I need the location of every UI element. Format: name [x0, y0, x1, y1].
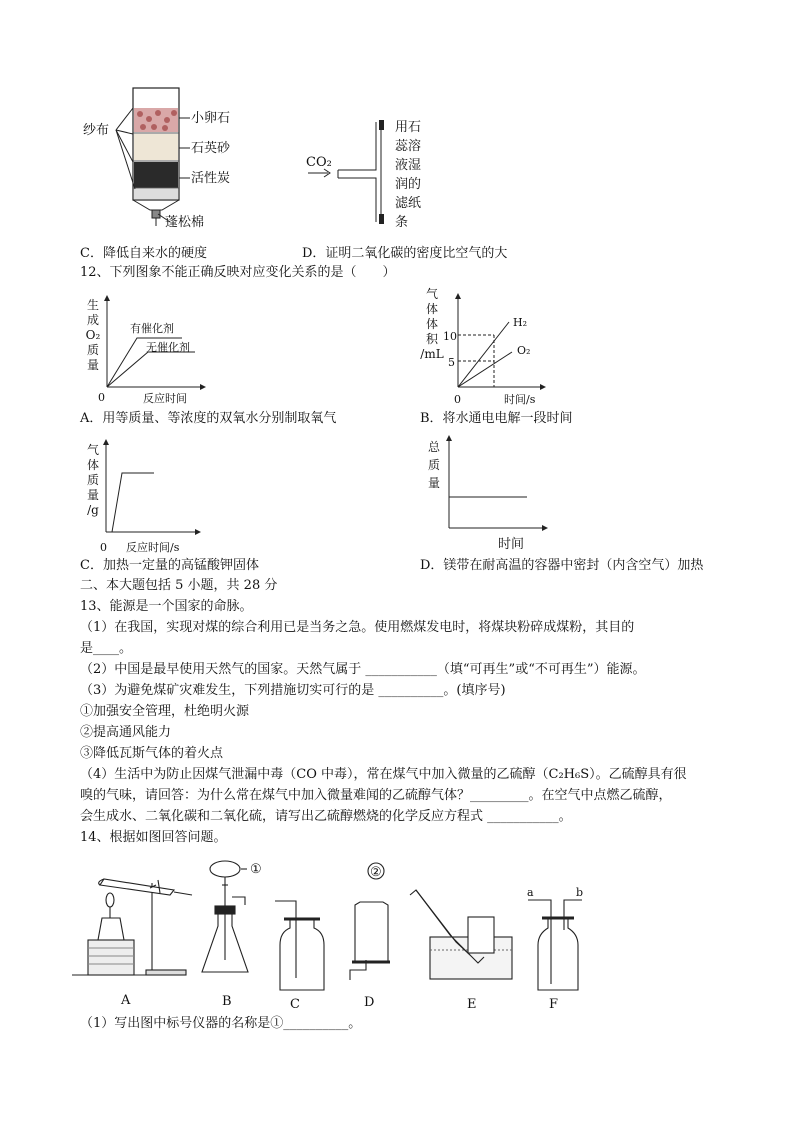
label-quartz: 石英砂 — [191, 141, 231, 156]
label-a: A — [121, 993, 131, 1008]
strip-label-1: 用石 — [395, 120, 422, 135]
label-c: C — [290, 997, 300, 1012]
apparatus-e — [410, 890, 512, 979]
label-co2: CO₂ — [306, 155, 332, 170]
chart-d-xlabel: 时间 — [498, 537, 525, 552]
apparatus-f — [528, 900, 582, 990]
chart-a-ylabel: 生 成 O₂ 质 量 — [85, 298, 101, 372]
label-carbon: 活性炭 — [191, 171, 231, 186]
label-e: E — [467, 997, 477, 1012]
q14-stem: 14、根据如图回答问题。 — [80, 830, 227, 845]
q13-p4b: 嗅的气味，请回答：为什么常在煤气中加入微量难闻的乙硫醇气体？_________。在空气中点燃乙硫醇， — [80, 788, 672, 803]
q13-stem: 13、能源是一个国家的命脉。 — [80, 599, 253, 614]
caption-11d: D．证明二氧化碳的密度比空气的大 — [302, 246, 508, 261]
chart-b-xlabel: 时间/s — [504, 393, 536, 406]
chart-b-line2: O₂ — [517, 344, 531, 357]
q12-stem: 12、下列图象不能正确反映对应变化关系的是（ ） — [80, 265, 396, 280]
q13-p4a: （4）生活中为防止因煤气泄漏中毒（CO 中毒），常在煤气中加入微量的乙硫醇（C₂H₆S）。乙硫醇具有很 — [80, 767, 687, 782]
q13-opt3: ③降低瓦斯气体的着火点 — [80, 746, 224, 761]
chart-c-ylabel: 气 体 质 量 /g — [86, 443, 99, 517]
apparatus-c — [275, 901, 324, 990]
chart-a-line2: 无催化剂 — [146, 341, 190, 354]
chart-a-line1: 有催化剂 — [130, 322, 174, 335]
label-cotton: 蓬松棉 — [165, 215, 205, 230]
chart-b-tick5: 5 — [448, 356, 455, 369]
mark-2: ② — [370, 865, 382, 880]
port-b: b — [576, 886, 584, 899]
chart-b-line1: H₂ — [513, 316, 528, 329]
q13-p2: （2）中国是最早使用天然气的国家。天然气属于 ___________（填“可再生”或“不可再生”）能源。 — [80, 662, 646, 677]
q13-p1a: （1）在我国，实现对煤的综合利用已是当务之急。使用燃煤发电时，将煤块粉碎成煤粉，其目的 — [80, 620, 635, 635]
label-d: D — [364, 995, 375, 1010]
strip-label-4: 润的 — [395, 177, 422, 192]
q13-opt1: ①加强安全管理，杜绝明火源 — [80, 704, 250, 719]
mark-1: ① — [250, 862, 262, 877]
chart-b-ylabel: 气 体 体 积 /mL — [420, 287, 444, 361]
q14-p1: （1）写出图中标号仪器的名称是①__________。 — [80, 1016, 362, 1031]
strip-label-5: 滤纸 — [395, 196, 422, 211]
label-f: F — [549, 997, 559, 1012]
strip-label-3: 液湿 — [395, 158, 422, 173]
label-gauze: 纱布 — [83, 123, 110, 138]
caption-12c: C．加热一定量的高锰酸钾固体 — [80, 558, 259, 573]
chart-a-xlabel: 反应时间 — [143, 392, 187, 405]
chart-c-xlabel: 反应时间/s — [126, 541, 180, 554]
caption-12b: B．将水通电电解一段时间 — [420, 411, 573, 426]
apparatus-b — [202, 861, 248, 972]
q13-p3: （3）为避免煤矿灾难发生，下列措施切实可行的是 __________。(填序号) — [80, 683, 506, 698]
chart-d-ylabel: 总 质 量 — [427, 440, 440, 490]
q13-p4c: 会生成水、二氧化碳和二氧化硫，请写出乙硫醇燃烧的化学反应方程式 ___________。 — [80, 809, 572, 824]
q13-p1b: 是____。 — [80, 641, 133, 656]
chart-a-origin: 0 — [98, 391, 105, 404]
strip-label-6: 条 — [395, 215, 409, 230]
label-b: B — [222, 994, 232, 1009]
label-pebble: 小卵石 — [191, 111, 231, 126]
chart-b-tick10: 10 — [443, 330, 457, 343]
caption-12a: A．用等质量、等浓度的双氧水分别制取氧气 — [80, 411, 337, 426]
apparatus-a — [72, 879, 192, 975]
q13-opt2: ②提高通风能力 — [80, 725, 172, 740]
section2-heading: 二、本大题包括 5 小题，共 28 分 — [80, 578, 278, 593]
strip-label-2: 蕊溶 — [395, 139, 422, 154]
caption-12d: D．镁带在耐高温的容器中密封（内含空气）加热 — [420, 558, 704, 573]
port-a: a — [527, 886, 534, 899]
caption-11c: C．降低自来水的硬度 — [80, 246, 207, 261]
chart-b-origin: 0 — [454, 393, 461, 406]
chart-c-origin: 0 — [100, 541, 107, 554]
